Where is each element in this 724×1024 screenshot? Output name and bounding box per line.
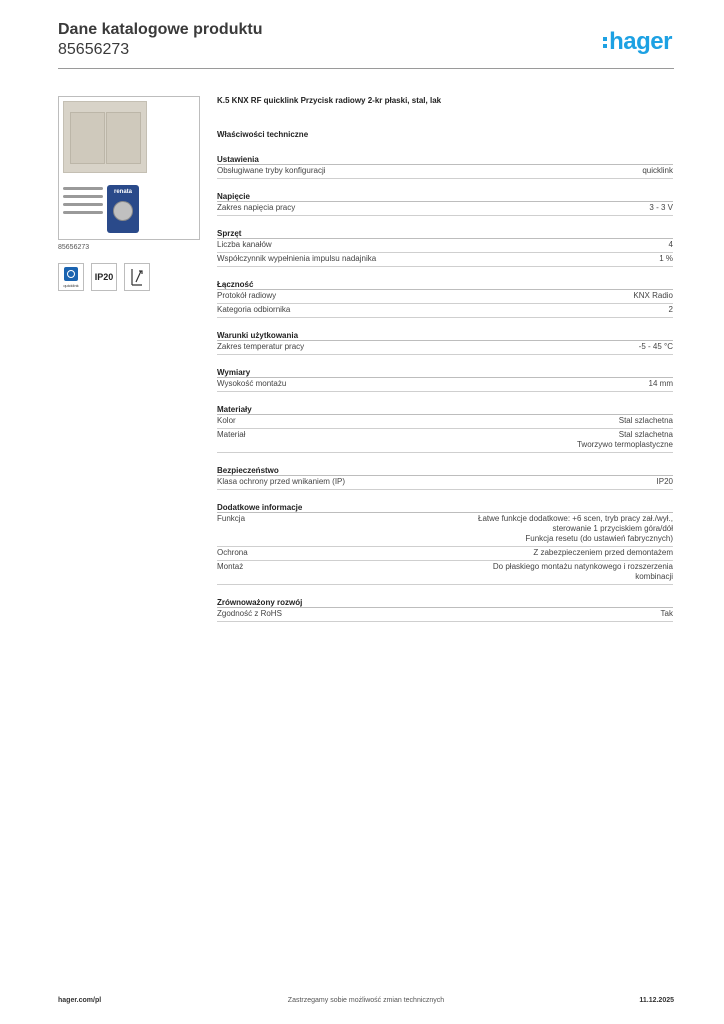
spec-value-line: Łatwe funkcje dodatkowe: +6 scen, tryb pracy zał./wył., xyxy=(478,514,673,523)
spec-value-line: kombinacji xyxy=(635,572,673,581)
document-title: Dane katalogowe produktu xyxy=(58,21,263,38)
spec-row xyxy=(217,165,673,179)
ip-rating-label: IP20 xyxy=(94,272,114,282)
spec-value-line: quicklink xyxy=(642,166,673,175)
screw-image xyxy=(63,195,103,198)
spec-group xyxy=(217,465,673,490)
footer-website[interactable]: hager.com/pl xyxy=(58,997,102,1004)
battery-brand: renata xyxy=(113,189,132,195)
spec-value xyxy=(407,562,673,582)
spec-value-line: 4 xyxy=(668,240,673,249)
spec-label: Protokół radiowy xyxy=(217,291,277,300)
spec-row xyxy=(217,253,673,267)
spec-group-title: Dodatkowe informacje xyxy=(217,502,673,513)
spec-label: Klasa ochrony przed wnikaniem (IP) xyxy=(217,477,346,486)
spec-group-title: Bezpieczeństwo xyxy=(217,465,673,476)
spec-value xyxy=(407,609,673,619)
spec-label: Funkcja xyxy=(217,514,246,523)
product-code: 85656273 xyxy=(58,41,130,58)
image-sku: 85656273 xyxy=(58,244,90,251)
spec-value-line: 2 xyxy=(668,305,673,314)
spec-value-line: 1 % xyxy=(659,254,673,263)
spec-row xyxy=(217,608,673,622)
page-footer xyxy=(58,997,674,1009)
coin-cell-icon xyxy=(113,201,133,221)
spec-value-line: 14 mm xyxy=(648,379,673,388)
spec-value xyxy=(407,203,673,213)
spec-group xyxy=(217,330,673,355)
spec-label: Wysokość montażu xyxy=(217,379,287,388)
spec-value xyxy=(407,416,673,426)
header-divider xyxy=(58,68,674,69)
spec-value-line: Tworzywo termoplastyczne xyxy=(576,440,673,449)
spec-label: Liczba kanałów xyxy=(217,240,272,249)
spec-value-line: Stal szlachetna xyxy=(618,416,673,425)
rocker-left xyxy=(70,112,105,164)
spec-label: Kolor xyxy=(217,416,236,425)
switch-plate-image xyxy=(63,101,147,173)
spec-content xyxy=(217,96,673,622)
spec-label: Zakres napięcia pracy xyxy=(217,203,296,212)
spec-label: Materiał xyxy=(217,430,246,439)
spec-group-title: Warunki użytkowania xyxy=(217,330,673,341)
spec-row xyxy=(217,561,673,585)
spec-group xyxy=(217,228,673,267)
spec-group-title: Zrównoważony rozwój xyxy=(217,597,673,608)
spec-row xyxy=(217,202,673,216)
product-image xyxy=(58,96,200,240)
product-sidebar xyxy=(58,96,200,291)
section-title: Właściwości techniczne xyxy=(217,130,309,139)
quicklink-label: quicklink xyxy=(63,282,79,288)
spec-group-title: Łączność xyxy=(217,279,673,290)
ip-rating-icon xyxy=(91,263,117,291)
spec-value-line: IP20 xyxy=(656,477,673,486)
mounting-icon xyxy=(124,263,150,291)
spec-group xyxy=(217,191,673,216)
footer-date: 11.12.2025 xyxy=(639,997,674,1004)
spec-value-line: Stal szlachetna xyxy=(618,430,673,439)
spec-value xyxy=(407,514,673,544)
page-header xyxy=(58,20,674,68)
rocker-right xyxy=(106,112,141,164)
spec-label: Zgodność z RoHS xyxy=(217,609,282,618)
spec-row xyxy=(217,547,673,561)
spec-row xyxy=(217,304,673,318)
logo-text: hager xyxy=(609,28,672,55)
screw-image xyxy=(63,203,103,206)
spec-label: Współczynnik wypełnienia impulsu nadajnika xyxy=(217,254,377,263)
spec-row xyxy=(217,290,673,304)
spec-group xyxy=(217,597,673,622)
spec-row xyxy=(217,239,673,253)
spec-value xyxy=(407,254,673,264)
spec-group xyxy=(217,404,673,453)
product-title: K.5 KNX RF quicklink Przycisk radiowy 2-kr płaski, stal, lak xyxy=(217,96,442,105)
spec-label: Zakres temperatur pracy xyxy=(217,342,305,351)
spec-value xyxy=(407,166,673,176)
spec-value-line: sterowanie 1 przyciskiem góra/dół xyxy=(552,524,673,533)
screw-image xyxy=(63,187,103,190)
spec-value-line: Funkcja resetu (do ustawień fabrycznych) xyxy=(525,534,673,543)
screw-image xyxy=(63,211,103,214)
spec-value-line: Do płaskiego montażu natynkowego i rozszerzenia xyxy=(492,562,673,571)
spec-value xyxy=(407,430,673,450)
battery-image xyxy=(107,185,139,233)
spec-value xyxy=(407,305,673,315)
spec-row xyxy=(217,378,673,392)
spec-row xyxy=(217,429,673,453)
spec-label: Montaż xyxy=(217,562,244,571)
spec-value xyxy=(407,342,673,352)
spec-groups xyxy=(217,154,673,622)
spec-label: Ochrona xyxy=(217,548,248,557)
spec-value xyxy=(407,548,673,558)
spec-value xyxy=(407,240,673,250)
quicklink-icon xyxy=(58,263,84,291)
badge-row xyxy=(58,263,200,291)
spec-value-line: 3 - 3 V xyxy=(649,203,673,212)
spec-group-title: Wymiary xyxy=(217,367,673,378)
spec-row xyxy=(217,476,673,490)
spec-group xyxy=(217,154,673,179)
spec-group-title: Ustawienia xyxy=(217,154,673,165)
spec-value-line: -5 - 45 °C xyxy=(638,342,673,351)
spec-group-title: Materiały xyxy=(217,404,673,415)
spec-group-title: Sprzęt xyxy=(217,228,673,239)
spec-value-line: Tak xyxy=(660,609,673,618)
spec-value xyxy=(407,291,673,301)
spec-row xyxy=(217,341,673,355)
spec-label: Kategoria odbiornika xyxy=(217,305,291,314)
spec-value-line: KNX Radio xyxy=(633,291,673,300)
spec-group xyxy=(217,502,673,585)
spec-row xyxy=(217,513,673,547)
spec-value xyxy=(407,477,673,487)
spec-value-line: Z zabezpieczeniem przed demontażem xyxy=(533,548,673,557)
spec-group-title: Napięcie xyxy=(217,191,673,202)
spec-value xyxy=(407,379,673,389)
spec-group xyxy=(217,279,673,318)
hager-logo xyxy=(603,28,672,56)
spec-group xyxy=(217,367,673,392)
footer-disclaimer: Zastrzegamy sobie możliwość zmian technicznych xyxy=(287,997,445,1004)
spec-row xyxy=(217,415,673,429)
spec-label: Obsługiwane tryby konfiguracji xyxy=(217,166,326,175)
logo-dots-icon xyxy=(603,37,607,48)
